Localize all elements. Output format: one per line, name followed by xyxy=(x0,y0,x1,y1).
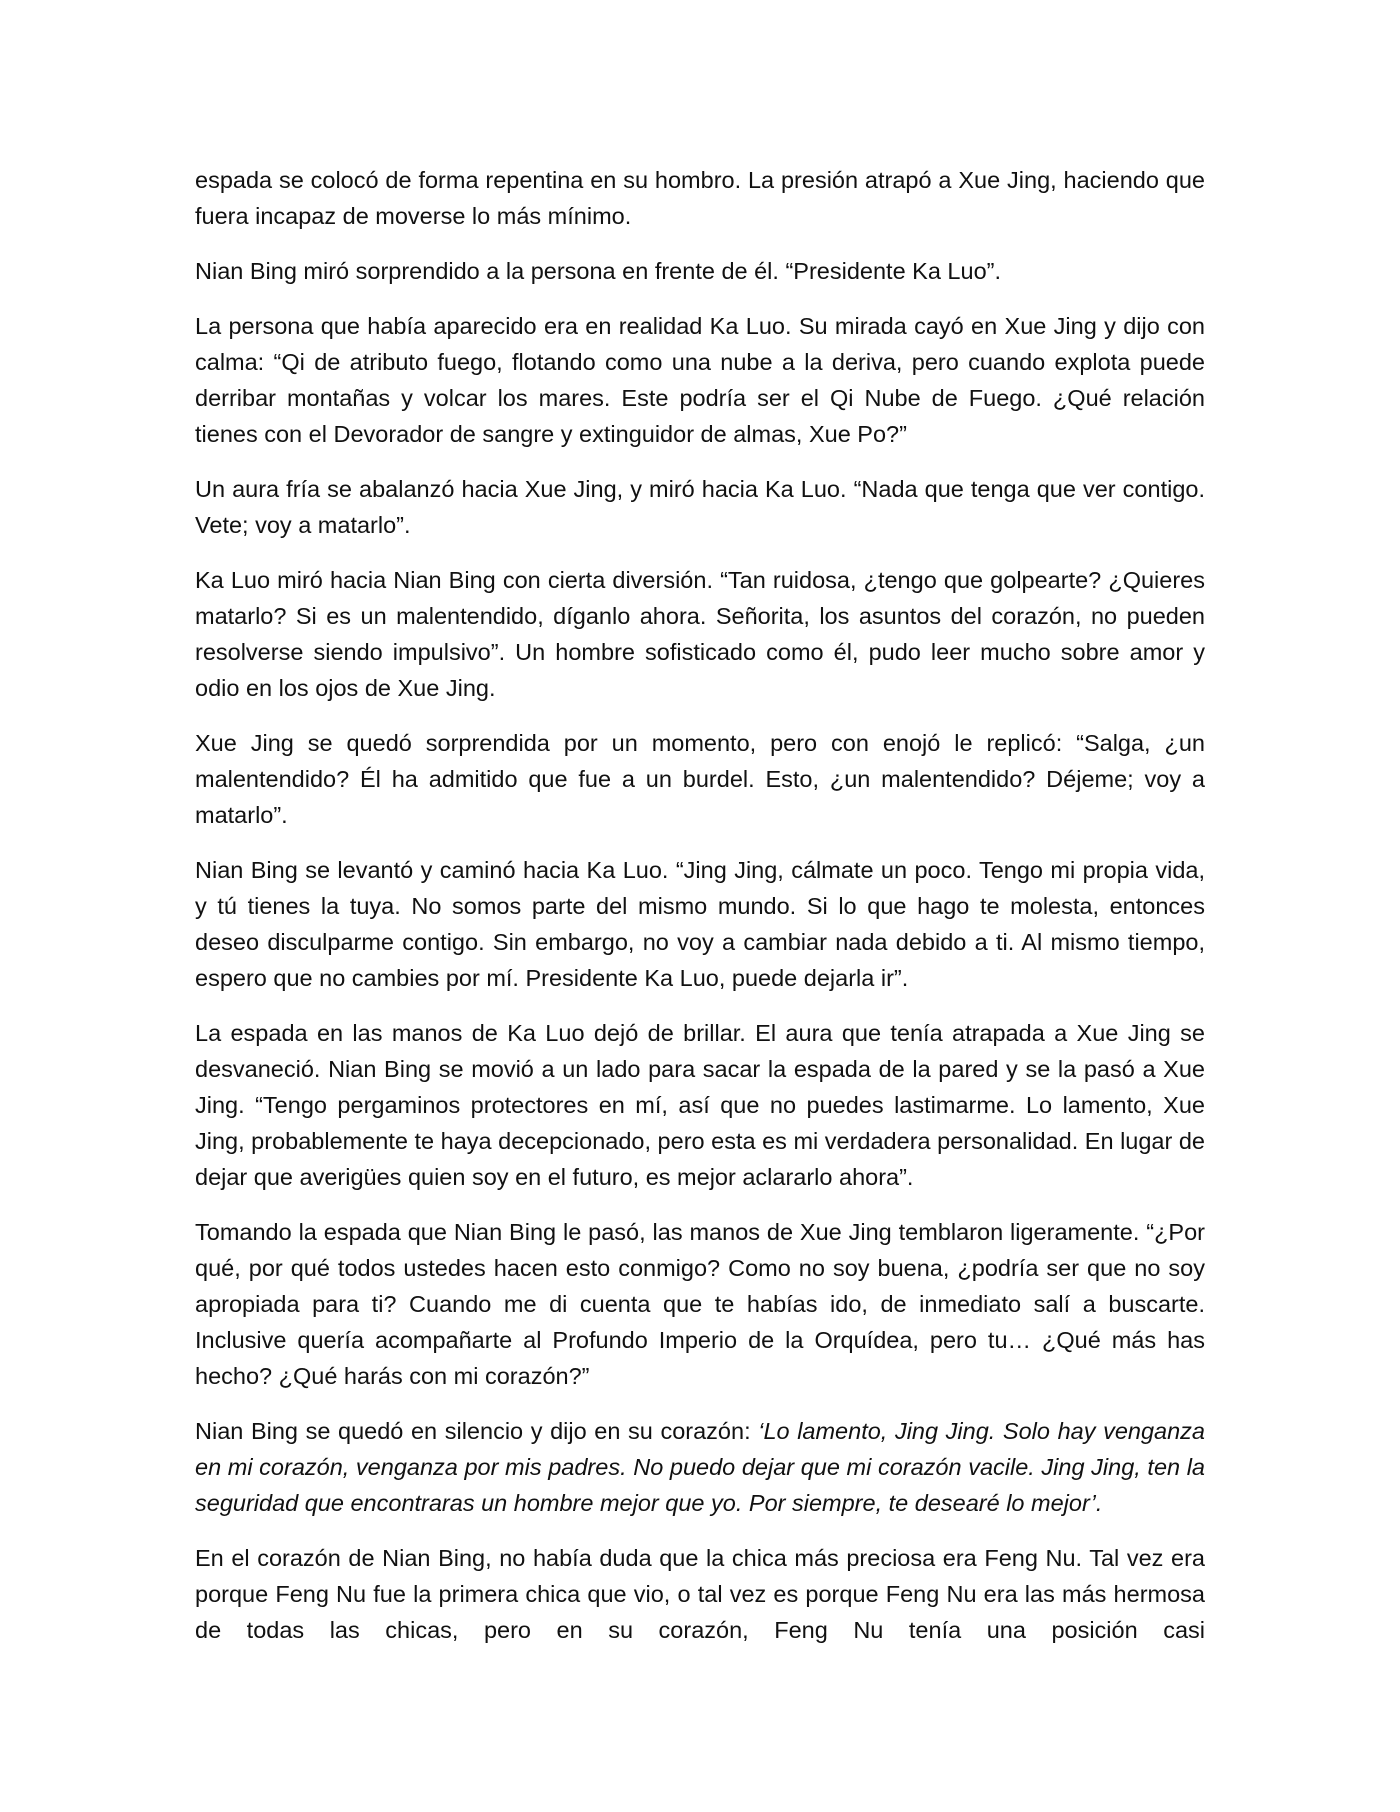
paragraph-3: La persona que había aparecido era en realidad Ka Luo. Su mirada cayó en Xue Jing y dijo con calma: “Qi de atributo fuego, flotando como una nube a la deriva, pero cuando explota puede derribar montañas y volcar los mares. Este podría ser el Qi Nube de Fuego. ¿Qué relación tienes con el Devorador de sangre y extinguidor de almas, Xue Po?” xyxy=(195,313,1205,447)
thought-paragraph xyxy=(195,1413,1205,1521)
paragraph-8: La espada en las manos de Ka Luo dejó de brillar. El aura que tenía atrapada a Xue Jing se desvaneció. Nian Bing se movió a un lado para sacar la espada de la pared y se la pasó a Xue Jing. “Tengo pergaminos protectores en mí, así que no puedes lastimarme. Lo lamento, Xue Jing, probablemente te haya decepcionado, pero esta es mi verdadera personalidad. En lugar de dejar que averigües quien soy en el futuro, es mejor aclararlo ahora”. xyxy=(195,1020,1205,1190)
document-page xyxy=(195,162,1205,1667)
paragraph-4: Un aura fría se abalanzó hacia Xue Jing, y miró hacia Ka Luo. “Nada que tenga que ver contigo. Vete; voy a matarlo”. xyxy=(195,476,1205,538)
paragraph-1: espada se colocó de forma repentina en su hombro. La presión atrapó a Xue Jing, haciendo que fuera incapaz de moverse lo más mínimo. xyxy=(195,167,1205,229)
paragraph-5: Ka Luo miró hacia Nian Bing con cierta diversión. “Tan ruidosa, ¿tengo que golpearte? ¿Quieres matarlo? Si es un malentendido, díganlo ahora. Señorita, los asuntos del corazón, no pueden resolverse siendo impulsivo”. Un hombre sofisticado como él, pudo leer mucho sobre amor y odio en los ojos de Xue Jing. xyxy=(195,567,1205,701)
thought-italic: ‘Lo lamento, Jing Jing. Solo hay venganza en mi corazón, venganza por mis padres. No puedo dejar que mi corazón vacile. Jing Jing, ten la seguridad que encontraras un hombre mejor que yo. Por siempre, te desearé lo mejor’. xyxy=(195,1418,1205,1516)
paragraph-6: Xue Jing se quedó sorprendida por un momento, pero con enojó le replicó: “Salga, ¿un malentendido? Él ha admitido que fue a un burdel. Esto, ¿un malentendido? Déjeme; voy a matarlo”. xyxy=(195,730,1205,828)
paragraph-9: Tomando la espada que Nian Bing le pasó, las manos de Xue Jing temblaron ligeramente. “¿Por qué, por qué todos ustedes hacen esto conmigo? Como no soy buena, ¿podría ser que no soy apropiada para ti? Cuando me di cuenta que te habías ido, de inmediato salí a buscarte. Inclusive quería acompañarte al Profundo Imperio de la Orquídea, pero tu… ¿Qué más has hecho? ¿Qué harás con mi corazón?” xyxy=(195,1219,1205,1389)
paragraph-2: Nian Bing miró sorprendido a la persona en frente de él. “Presidente Ka Luo”. xyxy=(195,258,1001,284)
paragraph-7: Nian Bing se levantó y caminó hacia Ka Luo. “Jing Jing, cálmate un poco. Tengo mi propia vida, y tú tienes la tuya. No somos parte del mismo mundo. Si lo que hago te molesta, entonces deseo disculparme contigo. Sin embargo, no voy a cambiar nada debido a ti. Al mismo tiempo, espero que no cambies por mí. Presidente Ka Luo, puede dejarla ir”. xyxy=(195,857,1205,991)
thought-lead: Nian Bing se quedó en silencio y dijo en su corazón: xyxy=(195,1418,759,1444)
final-paragraph: En el corazón de Nian Bing, no había duda que la chica más preciosa era Feng Nu. Tal vez era porque Feng Nu fue la primera chica que vio, o tal vez es porque Feng Nu era las más hermosa de todas las chicas, pero en su corazón, Feng Nu tenía una posición casi xyxy=(195,1545,1205,1643)
